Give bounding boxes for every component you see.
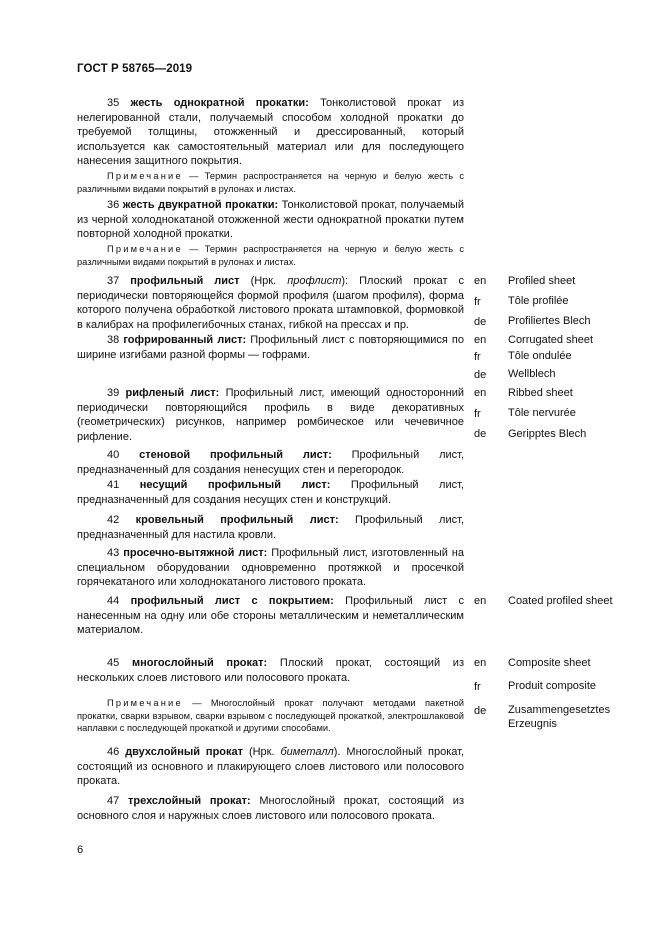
lang-code: fr [474, 296, 481, 308]
term-definition: ). Многослойный прокат, состоящий из основного и плакирующего слоев листового или полосового проката. [77, 746, 465, 788]
note-text: — Многослойный прокат получают методами пакетной прокатки, сварки взрывом, сварки взрывом с последующей прокаткой, электрошлаковой наплавки с последующей прокаткой и другими способами. [77, 698, 464, 734]
term-entry-35: 35 жесть однократной прокатки: Тонколистовой прокат из нелегированной стали, получаемый способом холодной прокатки до требуемой толщины, отожженный и дрессированный, который используется как самостоятельный материал или для последующего нанесения защитного покрытия. [77, 97, 464, 168]
note-text: — Термин распространяется на черную и белую жесть с различными видами покрытий в рулонах и листах. [77, 171, 464, 194]
document-header: ГОСТ Р 58765—2019 [77, 63, 193, 75]
term-definition: Многослойный прокат, состоящий из основного слоя и наружных слоев листового или полосового проката. [77, 795, 464, 822]
note-35 [77, 170, 464, 195]
note-text: — Термин распространяется на черную и белую жесть с различными видами покрытий в рулонах и листах. [77, 244, 464, 267]
lang-code: de [474, 705, 487, 717]
term-definition: Тонколистовой прокат из нелегированной стали, получаемый способом холодной прокатки до требуемой толщины, отожженный и дрессированный, который используется как самостоятельный материал или для последующего нанесения защитного покрытия. [77, 97, 464, 168]
lang-code: en [474, 657, 487, 669]
term-definition: Профильный лист, предназначенный для создания ненесущих стен и перегородок. [77, 449, 465, 476]
lang-code: de [474, 316, 487, 328]
lang-code: fr [474, 408, 481, 420]
term-entry-40: 40 стеновой профильный лист: Профильный лист, предназначенный для создания ненесущих стен и перегородок. [77, 449, 465, 476]
equivalent-term: Coated profiled sheet [508, 595, 613, 607]
term-title: двухслойный прокат [125, 746, 244, 758]
term-title: трехслойный прокат: [127, 795, 251, 807]
note-45 [77, 697, 464, 735]
deprecated-term: биметалл [280, 746, 334, 758]
lang-code: de [474, 369, 487, 381]
equivalent-term: Corrugated sheet [508, 334, 593, 346]
lang-code: en [474, 334, 487, 346]
term-entry-39: 39 рифленый лист: Профильный лист, имеющий односторонний периодически повторяющийся профиль в виде декоративных (геометрических) рисунков, например ромбическое или чечевичное рифление. [77, 387, 464, 443]
equivalent-term: Profiliertes Blech [508, 315, 591, 327]
term-title: многослойный прокат: [131, 657, 268, 669]
term-title: просечно-вытяжной лист: [123, 547, 268, 559]
note-36 [77, 243, 464, 268]
term-definition: Плоский прокат, состоящий из нескольких слоев листового или полосового проката. [77, 657, 464, 684]
term-entry-43: 43 просечно-вытяжной лист: Профильный лист, изготовленный на специальном оборудовании одновременно протяжкой и просечкой горячекатаного или холоднокатаного листового проката. [77, 547, 464, 589]
term-entry-46: 46 двухслойный прокат (Нрк. биметалл). Многослойный прокат, состоящий из основного и плакирующего слоев листового или полосового проката. [77, 746, 465, 788]
term-title: профильный лист с покрытием: [130, 595, 334, 607]
term-definition: Профильный лист с повторяющимися по ширине изгибами разной формы — гофрами. [77, 334, 465, 361]
term-definition: Профильный лист, предназначенный для создания несущих стен и конструкций. [77, 479, 464, 506]
term-definition: Тонколистовой прокат, получаемый из черной холоднокатаной отожженной жести однократной прокатки путем повторной холодной прокатки. [77, 199, 464, 241]
term-title: профильный лист [130, 275, 240, 287]
term-definition: Профильный лист, имеющий односторонний периодически повторяющийся профиль в виде декоративных (геометрических) рисунков, например ромбическое или чечевичное рифление. [77, 387, 464, 443]
term-title: несущий профильный лист: [139, 479, 331, 491]
lang-code: de [474, 428, 487, 440]
term-title: жесть двукратной прокатки: [122, 199, 279, 211]
lang-code: en [474, 595, 487, 607]
term-title: гофрированный лист: [123, 334, 247, 346]
term-definition: Профильный лист, изготовленный на специальном оборудовании одновременно протяжкой и просечкой горячекатаного или холоднокатаного листового проката. [77, 547, 464, 589]
term-title: стеновой профильный лист: [139, 449, 332, 461]
term-entry-47: 47 трехслойный прокат: Многослойный прокат, состоящий из основного слоя и наружных слоев листового или полосового проката. [77, 795, 464, 822]
lang-code: en [474, 387, 487, 399]
term-title: жесть однократной прокатки: [130, 97, 309, 109]
term-entry-44: 44 профильный лист с покрытием: Профильный лист с нанесенным на одну или обе стороны металлическим и неметаллическим материалом. [77, 595, 465, 637]
lang-code: en [474, 275, 487, 287]
lang-code: fr [474, 681, 481, 693]
page-number: 6 [77, 844, 84, 856]
term-entry-37: 37 профильный лист (Нрк. профлист): Плоский прокат с периодически повторяющейся формой профиля (шагом профиля), форма которого получена обработкой листового проката штамповкой, формовкой в калибрах на профилегибочных станах, гибкой на прессах и пр. [77, 275, 464, 331]
equivalent-term: Tôle profilée [508, 295, 569, 307]
equivalent-term: Wellblech [508, 368, 556, 380]
term-entry-38: 38 гофрированный лист: Профильный лист с повторяющимися по ширине изгибами разной формы — гофрами. [77, 334, 465, 361]
equivalent-term: Tôle nervurée [508, 407, 576, 419]
deprecated-term: профлист [287, 275, 342, 287]
equivalent-term: Tôle ondulée [508, 350, 572, 362]
equivalent-term: Profiled sheet [508, 275, 576, 287]
term-title: кровельный профильный лист: [135, 514, 339, 526]
equivalent-term: Ribbed sheet [508, 387, 573, 399]
term-title: рифленый лист: [125, 387, 220, 399]
equivalent-term: Composite sheet [508, 657, 591, 669]
lang-code: fr [474, 351, 481, 363]
term-definition: ): Плоский прокат с периодически повторяющейся формой профиля (шагом профиля), форма которого получена обработкой листового проката штамповкой, формовкой в калибрах на профилегибочных станах, гибкой на прессах и пр. [77, 275, 464, 331]
equivalent-term: Geripptes Blech [508, 428, 587, 440]
note-label: Примечание [107, 244, 183, 254]
term-definition: Профильный лист с нанесенным на одну или обе стороны металлическим и неметаллическим материалом. [77, 595, 465, 637]
equivalent-term: Produit composite [508, 680, 597, 692]
term-entry-36: 36 жесть двукратной прокатки: Тонколистовой прокат, получаемый из черной холоднокатаной отожженной жести однократной прокатки путем повторной холодной прокатки. [77, 199, 464, 241]
term-entry-42: 42 кровельный профильный лист: Профильный лист, предназначенный для настила кровли. [77, 514, 464, 541]
term-entry-41: 41 несущий профильный лист: Профильный лист, предназначенный для создания несущих стен и конструкций. [77, 479, 464, 506]
note-label: Примечание [107, 698, 183, 708]
term-entry-45: 45 многослойный прокат: Плоский прокат, состоящий из нескольких слоев листового или полосового проката. [77, 657, 464, 684]
term-definition: Профильный лист, предназначенный для настила кровли. [77, 514, 464, 541]
note-label: Примечание [107, 171, 183, 181]
equivalent-term: Zusammengesetztes Erzeugnis [508, 704, 611, 730]
